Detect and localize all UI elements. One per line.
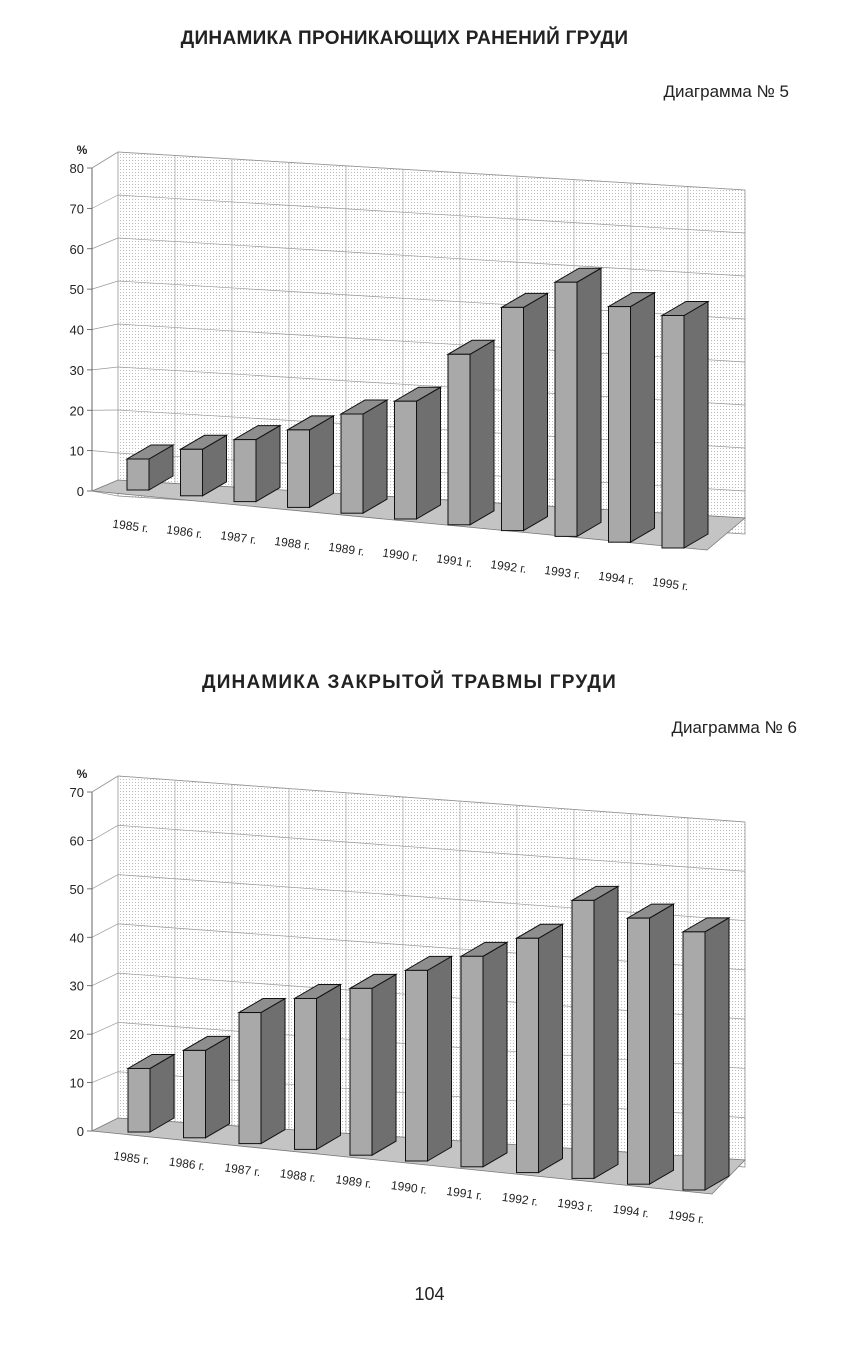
- chart1-ytick: 70: [69, 201, 84, 217]
- chart2-ylabel: %: [76, 767, 88, 781]
- chart2-ytick: 70: [69, 785, 84, 800]
- chart1-category-label: 1989 г.: [327, 539, 366, 559]
- chart1-ytick: 10: [69, 443, 84, 459]
- chart2-bar-8: [572, 886, 618, 1178]
- chart2-category-label: 1985 г.: [112, 1148, 151, 1168]
- chart2-ytick: 30: [69, 978, 84, 994]
- chart1-bar-3: [288, 416, 334, 508]
- chart2-ytick: 20: [69, 1027, 84, 1043]
- chart1-category-label: 1987 г.: [219, 528, 258, 548]
- chart1-bar-8: [555, 268, 601, 536]
- chart1-ytick: 60: [69, 241, 84, 257]
- chart2-category-label: 1988 г.: [279, 1166, 317, 1186]
- chart1-category-label: 1990 г.: [381, 545, 420, 565]
- chart2-bar-10: [683, 918, 729, 1190]
- chart2: [0, 752, 859, 1242]
- chart2-category-label: 1989 г.: [334, 1172, 373, 1192]
- chart2-category-label: 1987 г.: [223, 1160, 262, 1180]
- chart2-bar-4: [350, 974, 396, 1155]
- chart1-ytick: 80: [69, 161, 84, 176]
- chart2-bar-5: [406, 956, 452, 1161]
- chart1-bar-10: [662, 302, 708, 549]
- chart2-category-label: 1986 г.: [168, 1154, 206, 1174]
- chart2-category-label: 1994 г.: [612, 1201, 650, 1221]
- chart1-category-label: 1986 г.: [165, 522, 204, 542]
- chart1-ytick: 50: [69, 282, 84, 298]
- chart2-bar-1: [184, 1036, 230, 1137]
- chart2-bar-9: [628, 904, 674, 1184]
- chart1-category-label: 1994 г.: [597, 568, 636, 588]
- chart1-subtitle: Диаграмма № 5: [663, 82, 789, 101]
- chart1-bar-4: [341, 400, 387, 513]
- chart2-category-label: 1991 г.: [445, 1183, 484, 1203]
- chart1: [0, 130, 859, 600]
- chart2-ytick: 10: [69, 1075, 84, 1091]
- chart1-category-label: 1995 г.: [651, 574, 690, 594]
- chart2-category-label: 1992 г.: [501, 1189, 539, 1209]
- chart1-bar-7: [502, 293, 548, 530]
- chart2-category-label: 1993 г.: [556, 1195, 595, 1215]
- chart2-ytick: 50: [69, 881, 84, 897]
- chart2-bar-3: [295, 984, 341, 1149]
- page-number: 104: [414, 1284, 445, 1304]
- chart1-ytick: 20: [69, 403, 84, 419]
- chart2-bar-6: [461, 942, 507, 1166]
- chart1-ytick: 0: [76, 484, 84, 499]
- chart2-bar-2: [239, 999, 285, 1144]
- chart2-title: ДИНАМИКА ЗАКРЫТОЙ ТРАВМЫ ГРУДИ: [201, 672, 618, 693]
- chart1-bar-2: [234, 426, 280, 502]
- chart2-bar-7: [517, 924, 563, 1172]
- chart1-ytick: 30: [69, 362, 84, 378]
- chart1-category-label: 1993 г.: [543, 562, 582, 582]
- chart2-ytick: 0: [76, 1124, 84, 1139]
- chart1-bar-6: [448, 340, 494, 525]
- chart1-category-label: 1991 г.: [435, 551, 474, 571]
- chart2-category-label: 1990 г.: [390, 1178, 428, 1197]
- chart2-category-label: 1995 г.: [667, 1207, 706, 1227]
- chart2-subtitle: Диаграмма № 6: [671, 718, 797, 737]
- chart2-bar-0: [128, 1054, 174, 1132]
- chart2-ytick: 60: [69, 833, 84, 849]
- chart1-title: ДИНАМИКА ПРОНИКАЮЩИХ РАНЕНИЙ ГРУДИ: [180, 28, 629, 49]
- chart2-ytick: 40: [69, 930, 84, 946]
- chart1-category-label: 1992 г.: [489, 557, 528, 577]
- chart1-bar-5: [395, 387, 441, 519]
- chart1-category-label: 1988 г.: [273, 533, 312, 553]
- chart1-ytick: 40: [69, 322, 84, 338]
- chart1-bar-9: [609, 293, 655, 543]
- chart1-ylabel: %: [76, 143, 88, 157]
- chart1-category-label: 1985 г.: [111, 516, 150, 536]
